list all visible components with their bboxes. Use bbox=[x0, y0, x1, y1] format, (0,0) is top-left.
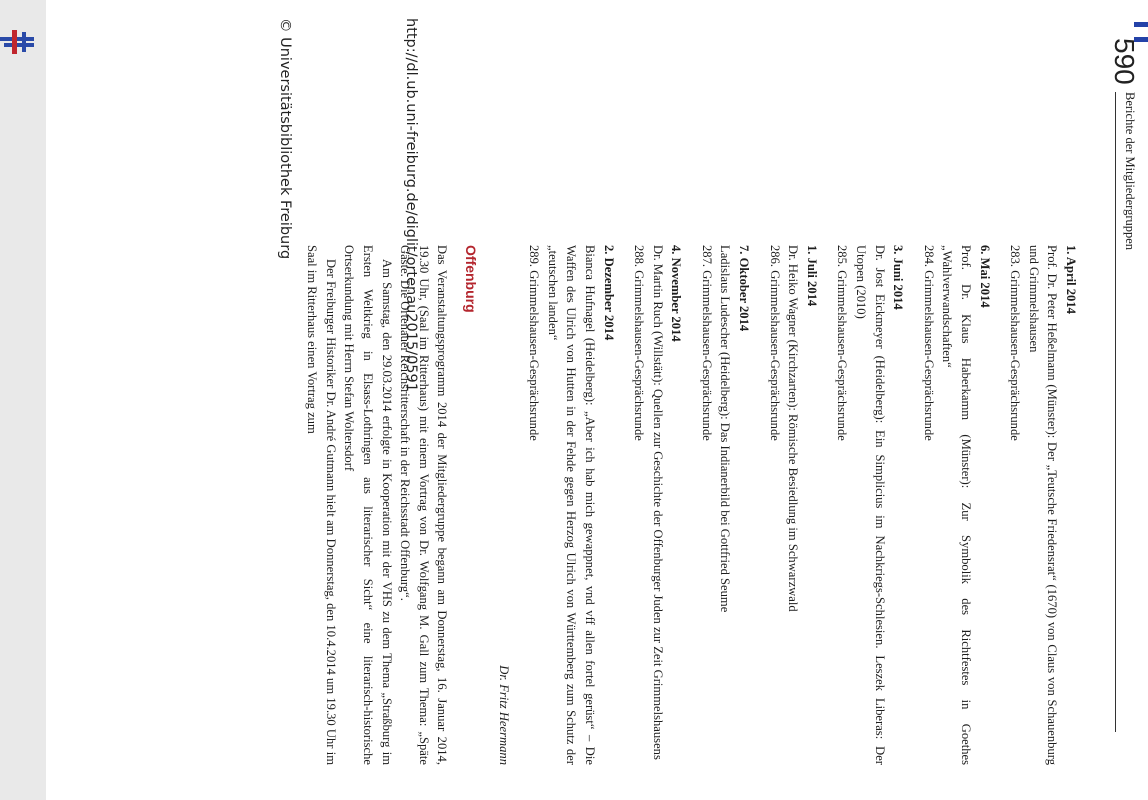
paragraph: Der Freiburger Historiker Dr. André Gutmann hielt am Donnerstag, den 10.4.2014 um 19.30 Uhr im Saal im Ritterhaus einen Vortrag zum bbox=[305, 245, 338, 765]
event-text: Prof. Dr. Peter Heßelmann (Münster): Der „Teutsche Friedensrat“ (1670) von Claus von Schauenburg und Grimmelshausen bbox=[1026, 245, 1060, 765]
page-number: 590 bbox=[1109, 38, 1140, 85]
paragraph: Das Veranstaltungsprogramm 2014 der Mitgliedergruppe begann am Donnerstag, 16. Januar 2014, 19.30 Uhr, (Saal im Ritterhaus) mit einem Vortrag von Dr. Wolfgang M. Gall zum Thema: „Späte Gäste. Die Ortenauer Reichsritterschaft in der Reichsstadt Offenburg“. bbox=[398, 245, 450, 765]
event-text: Dr. Heiko Wagner (Kirchzarten): Römische Besiedlung im Schwarzwald bbox=[786, 245, 801, 612]
event-entry bbox=[697, 245, 753, 765]
event-round: 287. Grimmelshausen-Gesprächsrunde bbox=[699, 245, 714, 441]
event-date: 7. Oktober 2014 bbox=[737, 245, 752, 332]
event-round: 286. Grimmelshausen-Gesprächsrunde bbox=[767, 245, 782, 441]
event-entry bbox=[765, 245, 821, 765]
copyright-notice: © Universitätsbibliothek Freiburg bbox=[277, 18, 293, 260]
event-round: 283. Grimmelshausen-Gesprächsrunde bbox=[1008, 245, 1023, 441]
event-entry bbox=[630, 245, 686, 765]
event-date: 6. Mai 2014 bbox=[977, 245, 992, 308]
event-round: 288. Grimmelshausen-Gesprächsrunde bbox=[632, 245, 647, 441]
paragraph: Am Samstag, den 29.03.2014 erfolgte in Kooperation mit der VHS zu dem Thema „Straßburg im Ersten Weltkrieg in Elsass-Lothringen aus literarischer Sicht“ eine literarisch-historische Ortserkundung mit Herrn Stefan Woltersdorf bbox=[342, 245, 394, 765]
library-logo-icon bbox=[0, 28, 40, 56]
event-text: Dr. Martin Ruch (Willstätt): Quellen zur Geschichte der Offenburger Juden zur Zeit Grimmelshausens bbox=[650, 245, 665, 760]
running-header: Berichte der Mitgliedergruppen bbox=[1115, 92, 1137, 732]
event-text: Prof. Dr. Klaus Haberkamm (Münster): Zur Symbolik des Richtfestes in Goethes „Wahlverwandschaften“ bbox=[940, 245, 974, 765]
event-entry bbox=[525, 245, 618, 765]
event-date: 3. Juni 2014 bbox=[891, 245, 906, 310]
event-entry bbox=[1006, 245, 1080, 765]
event-date: 1. April 2014 bbox=[1064, 245, 1078, 314]
event-entry bbox=[833, 245, 907, 765]
event-round: 289. Grimmelshausen-Gesprächsrunde bbox=[527, 245, 542, 441]
event-text: Ladislaus Ludescher (Heidelberg): Das Indianerbild bei Gottfried Seume bbox=[718, 245, 733, 613]
event-text: Dr. Jost Eickmeyer (Heidelberg): Ein Simplicius im Nachkriegs-Schlesien. Leszek Liberas: Der Utopen (2010) bbox=[854, 245, 887, 765]
event-date: 2. Dezember 2014 bbox=[601, 245, 616, 341]
section-heading-offenburg: Offenburg bbox=[462, 245, 479, 313]
source-url-link[interactable]: http://dl.ub.uni-freiburg.de/diglit/ortenau2015/0591 bbox=[403, 18, 419, 392]
viewer-gutter bbox=[0, 0, 46, 800]
event-text: Bianca Hufnagel (Heidelberg): „Aber ich hab mich gewappnet, vnd vff allen fortel gerüst“ – Die Waffen des Ulrich von Hutten in der Fehde gegen Herzog Ulrich von Württemberg zum Schutz der „teutschen landen“ bbox=[545, 245, 597, 765]
event-round: 284. Grimmelshausen-Gesprächsrunde bbox=[921, 245, 936, 441]
event-entry bbox=[919, 245, 993, 765]
event-round: 285. Grimmelshausen-Gesprächsrunde bbox=[835, 245, 850, 441]
page-content bbox=[303, 245, 1080, 765]
event-date: 4. November 2014 bbox=[669, 245, 684, 342]
document-page bbox=[46, 0, 1146, 800]
author-signature: Dr. Fritz Heermann bbox=[496, 665, 511, 765]
event-date: 1. Juli 2014 bbox=[804, 245, 819, 307]
